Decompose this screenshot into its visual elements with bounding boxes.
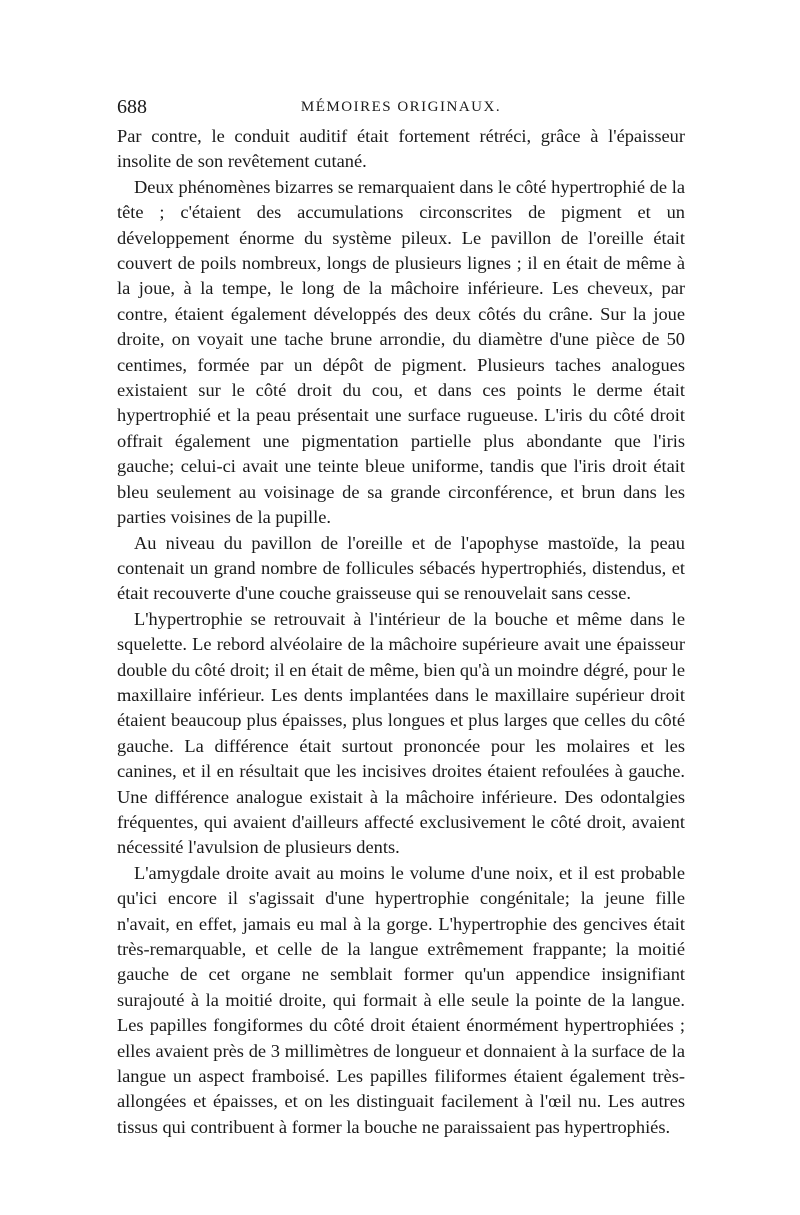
paragraph-4: L'hypertrophie se retrouvait à l'intérieur de la bouche et même dans le squelette. Le rebord alvéolaire de la mâchoire supérieure avait une épaisseur double du côté droit; il en était de même, bien qu'à un moindre dégré, pour le maxillaire inférieur. Les dents implantées dans le maxillaire supérieur droit étaient beaucoup plus épaisses, plus longues et plus larges que celles du côté gauche. La différence était surtout prononcée pour les molaires et les canines, et il en résultait que les incisives droites étaient refoulées à gauche. Une différence analogue existait à la mâchoire inférieure. Des odontalgies fréquentes, qui avaient d'ailleurs affecté exclusivement le côté droit, avaient nécessité l'avulsion de plusieurs dents. [117,608,685,858]
running-title: MÉMOIRES ORIGINAUX. [300,99,502,115]
body-text [117,124,685,1140]
book-page [117,92,685,1140]
page-number: 688 [117,96,147,118]
paragraph-5: L'amygdale droite avait au moins le volume d'une noix, et il est probable qu'ici encore il s'agissait d'une hypertrophie congénitale; la jeune fille n'avait, en effet, jamais eu mal à la gorge. L'hypertrophie des gencives était très-remarquable, et celle de la langue extrêmement frappante; la moitié gauche de cet organe ne semblait former qu'un appendice insignifiant surajouté à la moitié droite, qui formait à elle seule la pointe de la langue. Les papilles fongiformes du côté droit étaient énormément hypertrophiées ; elles avaient près de 3 millimètres de longueur et donnaient à la surface de la langue un aspect framboisé. Les papilles filiformes étaient également très-allongées et épaisses, et on les distinguait facilement à l'œil nu. Les autres tissus qui contribuent à former la bouche ne paraissaient pas hypertrophiés. [117,862,685,1137]
paragraph-1: Par contre, le conduit auditif était fortement rétréci, grâce à l'épaisseur insolite de son revêtement cutané. [117,126,685,172]
paragraph-2: Deux phénomènes bizarres se remarquaient dans le côté hypertrophié de la tête ; c'étaient des accumulations circonscrites de pigment et un développement énorme du système pileux. Le pavillon de l'oreille était couvert de poils nombreux, longs de plusieurs lignes ; il en était de même à la joue, à la tempe, le long de la mâchoire inférieure. Les cheveux, par contre, étaient également développés des deux côtés du crâne. Sur la joue droite, on voyait une tache brune arrondie, du diamètre d'une pièce de 50 centimes, formée par un dépôt de pigment. Plusieurs taches analogues existaient sur le côté droit du cou, et dans ces points le derme était hypertrophié et la peau présentait une surface rugueuse. L'iris du côté droit offrait également une pigmentation partielle plus abondante que l'iris gauche; celui-ci avait une teinte bleue uniforme, tandis que l'iris droit était bleu seulement au voisinage de sa grande circonférence, et brun dans les parties voisines de la pupille. [117,176,685,528]
page-header [117,92,685,122]
paragraph-3: Au niveau du pavillon de l'oreille et de l'apophyse mastoïde, la peau contenait un grand nombre de follicules sébacés hypertrophiés, distendus, et était recouverte d'une couche graisseuse qui se renouvelait sans cesse. [117,532,685,604]
